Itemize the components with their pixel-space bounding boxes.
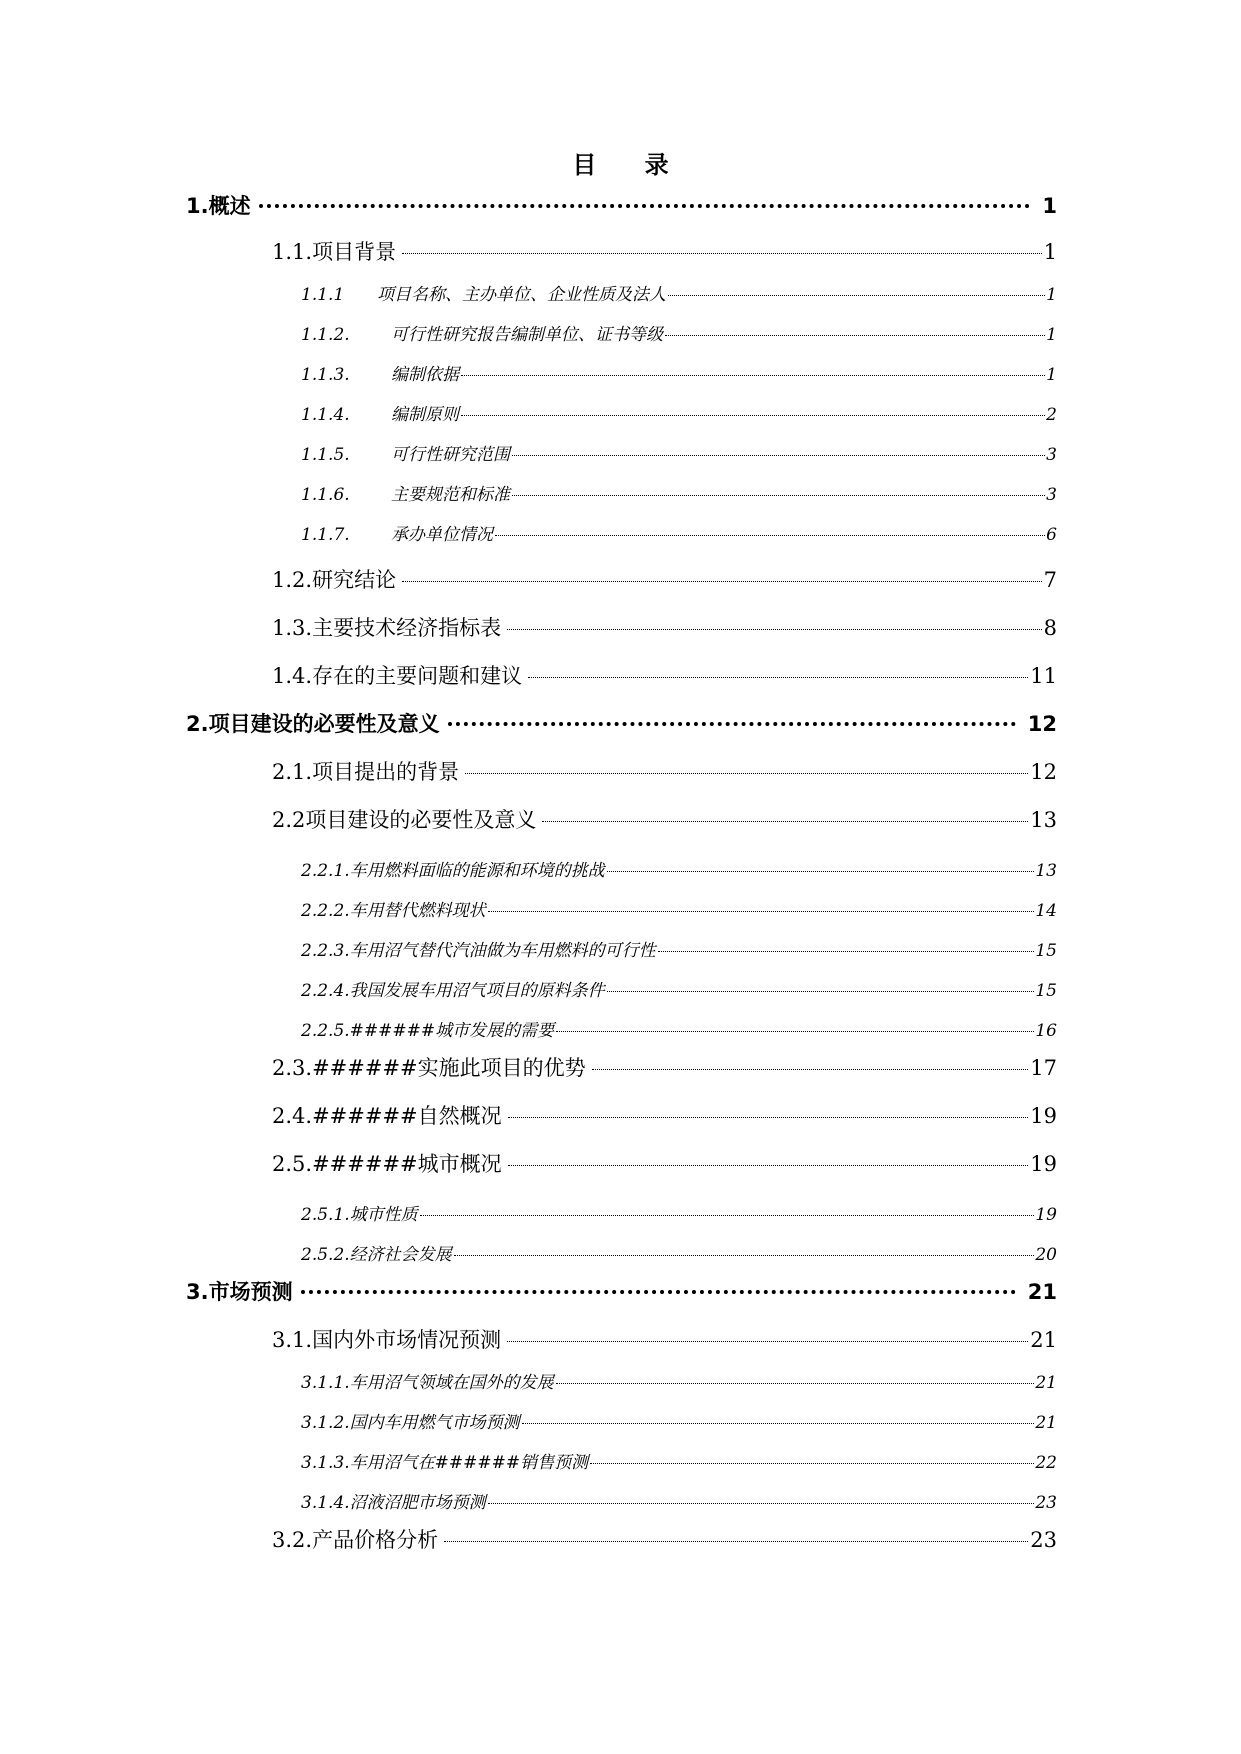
toc-entry-page-number: 13 bbox=[1030, 808, 1057, 832]
toc-entry-title: 国内车用燃气市场预测 bbox=[349, 1413, 520, 1433]
page-title: 目 录 bbox=[572, 150, 689, 179]
dot-leader bbox=[522, 1423, 1035, 1424]
toc-entry-page-number: 13 bbox=[1035, 861, 1057, 881]
toc-entry-number: 1.1.3. bbox=[301, 365, 350, 385]
toc-entry-number: 1.4. bbox=[272, 664, 313, 688]
toc-entry-page-number: 21 bbox=[1030, 1328, 1057, 1352]
toc-entry-number: 3.1.4. bbox=[301, 1493, 350, 1513]
dot-leader bbox=[668, 295, 1045, 296]
toc-entry-page-number: 21 bbox=[1027, 1280, 1057, 1304]
toc-entry-level-3[interactable] bbox=[301, 856, 1057, 880]
toc-entry-number: 2.5. bbox=[272, 1152, 313, 1176]
dot-leader bbox=[495, 535, 1045, 536]
toc-entry-title: 车用沼气领域在国外的发展 bbox=[349, 1373, 554, 1393]
dot-leader bbox=[512, 495, 1045, 496]
toc-entry-page-number: 23 bbox=[1030, 1528, 1057, 1552]
toc-entry-level-2[interactable] bbox=[272, 236, 1057, 266]
toc-entry-number: 2.2.4. bbox=[301, 981, 350, 1001]
toc-entry-level-1[interactable] bbox=[186, 708, 1057, 738]
toc-entry-page-number: 2 bbox=[1046, 405, 1057, 425]
dot-leader bbox=[590, 1463, 1034, 1464]
toc-entry-number: 2.4. bbox=[272, 1104, 313, 1128]
dot-leader bbox=[508, 1117, 1029, 1118]
toc-entry-number: 1.1.2. bbox=[301, 325, 350, 345]
toc-entry-title: ######实施此项目的优势 bbox=[312, 1056, 586, 1080]
dot-leader bbox=[488, 911, 1035, 912]
toc-entry-level-2[interactable] bbox=[272, 1524, 1057, 1554]
toc-entry-page-number: 21 bbox=[1035, 1373, 1057, 1393]
toc-entry-level-3[interactable] bbox=[301, 936, 1057, 960]
toc-entry-level-2[interactable] bbox=[272, 564, 1057, 594]
toc-entry-title: 存在的主要问题和建议 bbox=[312, 664, 523, 688]
dot-leader bbox=[488, 1503, 1035, 1504]
dot-leader bbox=[301, 1290, 1016, 1294]
toc-entry-page-number: 14 bbox=[1035, 901, 1057, 921]
dot-leader bbox=[607, 991, 1035, 992]
toc-entry-level-3[interactable] bbox=[301, 320, 1057, 344]
dot-leader bbox=[507, 1341, 1028, 1342]
toc-entry-page-number: 7 bbox=[1043, 568, 1057, 592]
toc-entry-level-3[interactable] bbox=[301, 896, 1057, 920]
toc-entry-page-number: 23 bbox=[1035, 1493, 1057, 1513]
toc-entry-title: 概述 bbox=[208, 194, 251, 218]
toc-entry-level-2[interactable] bbox=[272, 612, 1057, 642]
toc-entry-number: 1.1.1 bbox=[301, 285, 345, 305]
toc-entry-title: 经济社会发展 bbox=[349, 1245, 452, 1265]
toc-entry-level-3[interactable] bbox=[301, 520, 1057, 544]
toc-entry-number: 2.1. bbox=[272, 760, 313, 784]
toc-entry-page-number: 1 bbox=[1046, 365, 1057, 385]
toc-entry-number: 1.1.6. bbox=[301, 485, 350, 505]
toc-entry-level-3[interactable] bbox=[301, 360, 1057, 384]
toc-entry-title: 城市性质 bbox=[349, 1205, 418, 1225]
dot-leader bbox=[507, 629, 1042, 630]
toc-entry-number: 1. bbox=[186, 194, 209, 218]
toc-entry-number: 1.1.5. bbox=[301, 445, 350, 465]
toc-entry-page-number: 16 bbox=[1035, 1021, 1057, 1041]
toc-entry-page-number: 1 bbox=[1046, 325, 1057, 345]
toc-entry-number: 2.2.3. bbox=[301, 941, 350, 961]
toc-entry-title: 车用替代燃料现状 bbox=[349, 901, 486, 921]
dot-leader bbox=[259, 204, 1031, 208]
toc-entry-level-3[interactable] bbox=[301, 1240, 1057, 1264]
toc-entry-title: 编制原则 bbox=[391, 405, 459, 425]
toc-entry-page-number: 19 bbox=[1035, 1205, 1057, 1225]
dot-leader bbox=[665, 335, 1045, 336]
toc-entry-page-number: 20 bbox=[1035, 1245, 1057, 1265]
toc-entry-number: 3.1.2. bbox=[301, 1413, 350, 1433]
toc-entry-page-number: 22 bbox=[1035, 1453, 1057, 1473]
toc-entry-level-3[interactable] bbox=[301, 280, 1057, 304]
toc-entry-level-3[interactable] bbox=[301, 480, 1057, 504]
toc-entry-number: 2.5.1. bbox=[301, 1205, 350, 1225]
toc-entry-title: 沼液沼肥市场预测 bbox=[349, 1493, 486, 1513]
dot-leader bbox=[465, 773, 1028, 774]
toc-entry-title: 国内外市场情况预测 bbox=[312, 1328, 502, 1352]
toc-entry-level-3[interactable] bbox=[301, 440, 1057, 464]
toc-entry-title: 可行性研究范围 bbox=[391, 445, 510, 465]
toc-entry-level-1[interactable] bbox=[186, 1276, 1057, 1306]
toc-entry-number: 2.5.2. bbox=[301, 1245, 350, 1265]
toc-entry-page-number: 3 bbox=[1046, 445, 1057, 465]
toc-entry-page-number: 19 bbox=[1030, 1104, 1057, 1128]
dot-leader bbox=[402, 253, 1042, 254]
toc-entry-level-2[interactable] bbox=[272, 660, 1057, 690]
dot-leader bbox=[658, 951, 1035, 952]
toc-entry-page-number: 11 bbox=[1030, 664, 1057, 688]
toc-entry-level-3[interactable] bbox=[301, 1016, 1057, 1040]
dot-leader bbox=[402, 581, 1042, 582]
toc-entry-page-number: 17 bbox=[1030, 1056, 1057, 1080]
dot-leader bbox=[542, 821, 1028, 822]
toc-entry-number: 1.2. bbox=[272, 568, 313, 592]
toc-entry-title: 编制依据 bbox=[391, 365, 459, 385]
toc-entry-number: 3.1.3. bbox=[301, 1453, 350, 1473]
toc-entry-page-number: 21 bbox=[1035, 1413, 1057, 1433]
toc-entry-title: 市场预测 bbox=[208, 1280, 293, 1304]
dot-leader bbox=[528, 677, 1028, 678]
toc-entry-title: 项目建设的必要性及意义 bbox=[305, 808, 537, 832]
toc-entry-title: 车用燃料面临的能源和环境的挑战 bbox=[349, 861, 605, 881]
toc-entry-level-3[interactable] bbox=[301, 1408, 1057, 1432]
dot-leader bbox=[461, 375, 1045, 376]
toc-entry-level-3[interactable] bbox=[301, 976, 1057, 1000]
dot-leader bbox=[592, 1069, 1029, 1070]
dot-leader bbox=[420, 1215, 1035, 1216]
toc-entry-page-number: 12 bbox=[1027, 712, 1057, 736]
dot-leader bbox=[454, 1255, 1035, 1256]
toc-entry-number: 1.1. bbox=[272, 240, 313, 264]
toc-entry-title: 项目背景 bbox=[312, 240, 397, 264]
dot-leader bbox=[448, 722, 1016, 726]
toc-entry-page-number: 1 bbox=[1043, 240, 1057, 264]
toc-entry-page-number: 6 bbox=[1046, 525, 1057, 545]
toc-entry-page-number: 1 bbox=[1042, 194, 1057, 218]
toc-entry-number: 2.2.5. bbox=[301, 1021, 350, 1041]
toc-entry-level-2[interactable] bbox=[272, 1324, 1057, 1354]
toc-entry-level-3[interactable] bbox=[301, 1200, 1057, 1224]
toc-entry-page-number: 19 bbox=[1030, 1152, 1057, 1176]
toc-entry-level-2[interactable] bbox=[272, 804, 1057, 834]
dot-leader bbox=[556, 1031, 1034, 1032]
toc-entry-page-number: 12 bbox=[1030, 760, 1057, 784]
toc-entry-page-number: 15 bbox=[1035, 941, 1057, 961]
toc-entry-level-2[interactable] bbox=[272, 1148, 1057, 1178]
toc-entry-number: 2.3. bbox=[272, 1056, 313, 1080]
toc-entry-level-3[interactable] bbox=[301, 1448, 1057, 1472]
dot-leader bbox=[508, 1165, 1029, 1166]
toc-entry-number: 2.2 bbox=[272, 808, 306, 832]
toc-entry-level-2[interactable] bbox=[272, 756, 1057, 786]
toc-entry-page-number: 15 bbox=[1035, 981, 1057, 1001]
dot-leader bbox=[444, 1541, 1028, 1542]
toc-entry-number: 1.1.7. bbox=[301, 525, 350, 545]
toc-entry-number: 2.2.1. bbox=[301, 861, 350, 881]
toc-entry-page-number: 8 bbox=[1043, 616, 1057, 640]
toc-entry-level-3[interactable] bbox=[301, 400, 1057, 424]
toc-entry-title: 我国发展车用沼气项目的原料条件 bbox=[349, 981, 605, 1001]
toc-entry-title: 项目名称、主办单位、企业性质及法人 bbox=[377, 285, 666, 305]
toc-entry-number: 2. bbox=[186, 712, 209, 736]
toc-entry-number: 3.1.1. bbox=[301, 1373, 350, 1393]
toc-entry-title: 产品价格分析 bbox=[312, 1528, 439, 1552]
toc-entry-level-2[interactable] bbox=[272, 1100, 1057, 1130]
toc-entry-number: 1.3. bbox=[272, 616, 313, 640]
dot-leader bbox=[512, 455, 1045, 456]
toc-entry-title: 可行性研究报告编制单位、证书等级 bbox=[391, 325, 663, 345]
toc-entry-number: 3.1. bbox=[272, 1328, 313, 1352]
toc-entry-level-2[interactable] bbox=[272, 1052, 1057, 1082]
toc-entry-title: ######自然概况 bbox=[312, 1104, 502, 1128]
dot-leader bbox=[607, 871, 1035, 872]
toc-entry-level-3[interactable] bbox=[301, 1368, 1057, 1392]
toc-entry-level-1[interactable] bbox=[186, 190, 1057, 220]
toc-entry-title: 项目提出的背景 bbox=[312, 760, 460, 784]
toc-entry-title: 车用沼气替代汽油做为车用燃料的可行性 bbox=[349, 941, 656, 961]
dot-leader bbox=[556, 1383, 1035, 1384]
toc-entry-title: 车用沼气在######销售预测 bbox=[349, 1453, 589, 1473]
toc-entry-title: 项目建设的必要性及意义 bbox=[208, 712, 440, 736]
toc-entry-number: 3.2. bbox=[272, 1528, 313, 1552]
toc-entry-title: 承办单位情况 bbox=[391, 525, 493, 545]
toc-entry-level-3[interactable] bbox=[301, 1488, 1057, 1512]
toc-entry-page-number: 3 bbox=[1046, 485, 1057, 505]
toc-entry-title: 主要规范和标准 bbox=[391, 485, 510, 505]
dot-leader bbox=[461, 415, 1045, 416]
toc-entry-number: 3. bbox=[186, 1280, 209, 1304]
toc-entry-number: 1.1.4. bbox=[301, 405, 350, 425]
toc-entry-title: ######城市发展的需要 bbox=[349, 1021, 555, 1041]
toc-entry-title: 研究结论 bbox=[312, 568, 397, 592]
toc-entry-title: ######城市概况 bbox=[312, 1152, 502, 1176]
toc-entry-title: 主要技术经济指标表 bbox=[312, 616, 502, 640]
toc-entry-number: 2.2.2. bbox=[301, 901, 350, 921]
toc-entry-page-number: 1 bbox=[1046, 285, 1057, 305]
